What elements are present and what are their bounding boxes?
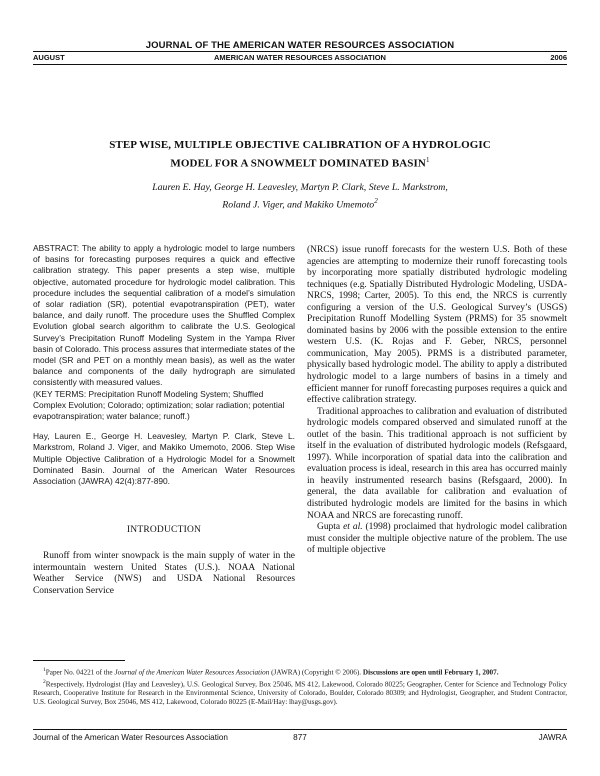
- author-list: [80, 181, 520, 211]
- abstract: [33, 243, 295, 422]
- header-association: AMERICAN WATER RESOURCES ASSOCIATION: [214, 53, 386, 62]
- title-footnote-marker: 1: [425, 156, 430, 164]
- title-line-2: MODEL FOR A SNOWMELT DOMINATED BASIN$^1$: [170, 156, 430, 170]
- et-al: et al.: [343, 522, 363, 533]
- intro-paragraph: Runoff from winter snowpack is the main supply of water in the intermountain western United States (U.S.). NOAA National Weather Service (NWS) and USDA National Resources Conservation Service: [33, 551, 295, 596]
- key-terms: (KEY TERMS: Precipitation Runoff Modeling System; Shuffled Complex Evolution; Colorado; optimization; solar radiation; potential evapotranspiration; water balance; runoff.): [33, 388, 285, 422]
- left-column: [33, 243, 295, 597]
- body-paragraph-1: (NRCS) issue runoff forecasts for the western U.S. Both of these agencies are attempting to modernize their runoff forecasting tools by incorporating more spatially distributed hydrologic modeling techniques (e.g. Spatially Distributed Hydrologic Modeling, USDA-NRCS, 1998; Carter, 2005). To this end, the NRCS is currently configuring a version of the U.S. Geological Survey’s (USGS) Precipitation Runoff Modelling System (PRMS) for 35 snowmelt dominated basins by 2006 with the possible extension to the entire western U.S. (K. Rojas and F. Geber, NRCS, personnel communication, May 2005). PRMS is a distributed parameter, physically based hydrologic model. The ability to apply a distributed hydrologic model to a large numbers of basins in a timely and efficient manner for runoff forecasting purposes requires a quick and effective calibration strategy.: [307, 245, 567, 406]
- page-number: 877: [293, 733, 307, 742]
- footnote-2: $^2$Respectively, Hydrologist (Hay and Leavesley), U.S. Geological Survey, Box 25046, MS 412, Lakewood, Colorado 80225; Geographer, Center for Science and Technology Policy Research, Cooperative Institute for Research in the Environmental Science, University of Colorado, Boulder, Colorado 80309; and Hydrologist, Geographer, and Student Contractor, U.S. Geological Survey, Box 25046, MS 412, Lakewood, Colorado 80225 (E-Mail/Hay: lhay@usgs.gov).: [33, 678, 567, 707]
- footer-rule: [33, 729, 567, 730]
- paper-title: [60, 138, 540, 172]
- citation: Hay, Lauren E., George H. Leavesley, Martyn P. Clark, Steve L. Markstrom, Roland J. Viger, and Makiko Umemoto, 2006. Step Wise Multiple Objective Calibration of a Hydrologic Model for a Snowmelt Dominated Basin. Journal of the American Water Resources Association (JAWRA) 42(4):877-890.: [33, 431, 295, 487]
- footer-short: JAWRA: [538, 733, 567, 742]
- title-line-1: STEP WISE, MULTIPLE OBJECTIVE CALIBRATION OF A HYDROLOGIC: [109, 139, 491, 151]
- authors-line-1: Lauren E. Hay, George H. Leavesley, Martyn P. Clark, Steve L. Markstrom,: [152, 182, 448, 193]
- footnote-1: $^1$Paper No. 04221 of the Journal of the American Water Resources Association (JAWRA) (Copyright © 2006). Discussions are open until February 1, 2007.: [43, 667, 499, 677]
- header-month: AUGUST: [33, 53, 65, 62]
- authors-footnote-marker: 2: [374, 196, 378, 205]
- running-header-journal: JOURNAL OF THE AMERICAN WATER RESOURCES ASSOCIATION: [145, 40, 455, 51]
- right-column: [307, 245, 567, 557]
- header-rule-bottom: [33, 64, 567, 65]
- footnote-rule: [33, 660, 125, 661]
- running-footer: [33, 733, 567, 745]
- header-rule-top: [33, 51, 567, 52]
- body-paragraph-2: Traditional approaches to calibration and evaluation of distributed hydrologic models compared observed and simulated runoff at the outlet of the basin. This traditional approach is not sufficient by itself in the evaluation of distributed hydrologic models (Refsgaard, 1997). While incorporation of spatial data into the calibration and evaluation process is ideal, research in this area has occurred mainly in heavily instrumented research basins (Refsgaard, 2000). In general, the data available for calibration and evaluation of distributed hydrologic models are limited for the basins in which NOAA and NRCS are forecasting runoff.: [307, 406, 567, 521]
- footnotes: [33, 666, 567, 708]
- body-paragraph-3: Gupta et al. (1998) proclaimed that hydrologic model calibration must consider the multiple objective nature of the problem. The use of multiple objective: [307, 522, 568, 556]
- section-heading-introduction: INTRODUCTION: [126, 525, 202, 536]
- abstract-text: ABSTRACT: The ability to apply a hydrologic model to large numbers of basins for forecasting purposes requires a quick and effective calibration strategy. This paper presents a step wise, multiple objective, automated procedure for hydrologic model calibration. This procedure includes the sequential calibration of a model’s simulation of solar radiation (SR), potential evapotranspiration (PET), water balance, and daily runoff. The procedure uses the Shuffled Complex Evolution global search algorithm to calibrate the U.S. Geological Survey’s Precipitation Runoff Modeling System in the Yampa River basin of Colorado. This process assures that intermediate states of the model (SR and PET on a monthly mean basis), as well as the water balance and components of the daily hydrograph are simulated consistently with measured values.: [33, 243, 295, 388]
- authors-line-2: Roland J. Viger, and Makiko Umemoto$^2$: [222, 196, 378, 210]
- footer-journal: Journal of the American Water Resources Association: [33, 733, 228, 742]
- header-year: 2006: [550, 53, 567, 62]
